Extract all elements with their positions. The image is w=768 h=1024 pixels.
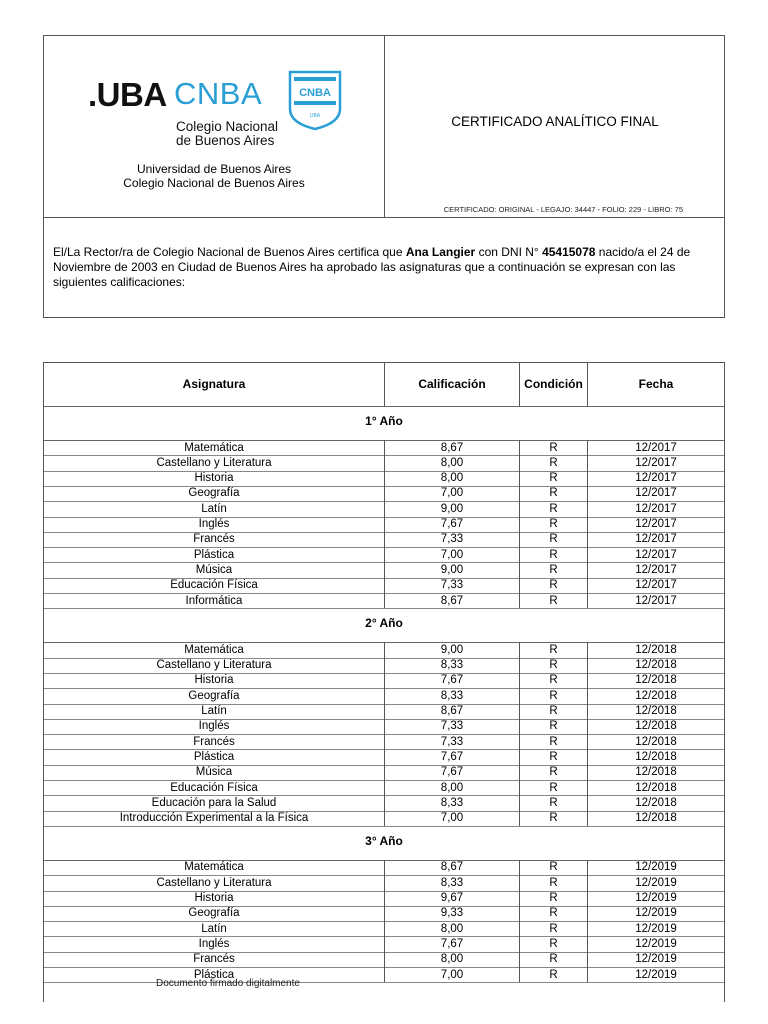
subject-cell: Geografía [188, 487, 240, 500]
condition-cell: R [549, 922, 558, 935]
condition-cell: R [549, 968, 558, 981]
column-divider [384, 440, 385, 608]
date-cell: 12/2018 [635, 766, 677, 779]
condition-cell: R [549, 796, 558, 809]
grade-cell: 7,67 [440, 766, 464, 779]
date-cell: 12/2017 [635, 594, 677, 607]
date-cell: 12/2019 [635, 937, 677, 950]
shield-label: CNBA [299, 87, 331, 99]
date-cell: 12/2017 [635, 456, 677, 469]
subject-cell: Historia [194, 674, 234, 687]
date-cell: 12/2018 [635, 659, 677, 672]
date-cell: 12/2018 [635, 720, 677, 733]
subject-cell: Plástica [193, 548, 235, 561]
logo-subtitle-line1: Colegio Nacional [176, 119, 279, 134]
grade-cell: 7,33 [440, 720, 464, 733]
condition-cell: R [549, 720, 558, 733]
row-separator [44, 826, 724, 827]
grade-cell: 8,67 [440, 594, 464, 607]
subject-cell: Música [195, 563, 233, 576]
subject-cell: Educación Física [170, 781, 258, 794]
grade-cell: 8,33 [440, 876, 464, 889]
subject-cell: Inglés [198, 937, 230, 950]
subject-cell: Francés [193, 953, 235, 966]
logo-cnba-text: CNBA [174, 76, 263, 111]
header-subject: Asignatura [182, 377, 246, 391]
grade-cell: 8,33 [440, 659, 464, 672]
condition-cell: R [549, 876, 558, 889]
grade-cell: 9,00 [440, 643, 464, 656]
subject-cell: Historia [194, 472, 234, 485]
grade-cell: 9,00 [440, 502, 464, 515]
subject-cell: Introducción Experimental a la Física [119, 812, 309, 825]
certificate-title: CERTIFICADO ANALÍTICO FINAL [451, 114, 659, 129]
shield-small-label: UBA [309, 113, 321, 119]
date-cell: 12/2018 [635, 705, 677, 717]
grade-cell: 8,33 [440, 689, 464, 702]
subject-cell: Castellano y Literatura [156, 876, 272, 889]
condition-cell: R [549, 594, 558, 607]
grade-cell: 7,33 [440, 735, 464, 748]
date-cell: 12/2017 [635, 441, 677, 454]
subject-cell: Francés [193, 735, 235, 748]
condition-cell: R [549, 766, 558, 779]
condition-cell: R [549, 861, 558, 874]
column-divider [519, 363, 520, 406]
certificate-header [43, 35, 725, 218]
date-cell: 12/2019 [635, 953, 677, 966]
year-heading: 2° Año [365, 616, 403, 631]
column-divider [587, 440, 588, 608]
subject-cell: Castellano y Literatura [156, 659, 272, 672]
condition-cell: R [549, 533, 558, 546]
subject-cell: Informática [185, 594, 243, 607]
date-cell: 12/2019 [635, 876, 677, 889]
condition-cell: R [549, 518, 558, 530]
subject-cell: Matemática [184, 643, 244, 656]
statement-suffix: nacido/a el 24 de Noviembre de 2003 en Ciudad de Buenos Aires ha aprobado las asignaturas que a continuación se expresan con las siguientes calificaciones: [53, 245, 691, 289]
grade-cell: 9,00 [440, 563, 464, 576]
condition-cell: R [549, 456, 558, 469]
dni-label: con DNI N° [475, 245, 543, 259]
subject-cell: Geografía [188, 907, 240, 920]
grade-cell: 7,67 [440, 518, 464, 530]
column-divider [519, 440, 520, 608]
date-cell: 12/2017 [635, 487, 677, 500]
grade-cell: 8,00 [440, 953, 464, 966]
column-divider [519, 642, 520, 826]
student-dni: 45415078 [542, 245, 596, 259]
subject-cell: Latín [201, 502, 227, 515]
subject-cell: Plástica [193, 750, 235, 763]
condition-cell: R [549, 705, 558, 717]
year-heading: 1° Año [365, 414, 403, 428]
grade-cell: 7,00 [440, 812, 464, 825]
grade-cell: 7,00 [440, 548, 464, 561]
subject-cell: Geografía [188, 689, 240, 702]
digital-signature-note: Documento firmado digitalmente [156, 978, 300, 989]
date-cell: 12/2018 [635, 781, 677, 794]
date-cell: 12/2017 [635, 563, 677, 576]
column-divider [384, 642, 385, 826]
logo-uba-text: .UBA [88, 76, 167, 113]
date-cell: 12/2018 [635, 689, 677, 702]
grade-cell: 8,67 [440, 861, 464, 874]
student-name: Ana Langier [405, 245, 476, 259]
subject-cell: Educación para la Salud [151, 796, 277, 809]
column-divider [384, 860, 385, 982]
condition-cell: R [549, 937, 558, 950]
date-cell: 12/2018 [635, 796, 677, 809]
condition-cell: R [549, 953, 558, 966]
grade-cell: 8,00 [440, 456, 464, 469]
grades-table [43, 362, 725, 1002]
date-cell: 12/2018 [635, 735, 677, 748]
condition-cell: R [549, 812, 558, 825]
year-heading: 3° Año [365, 833, 403, 848]
subject-cell: Francés [193, 533, 235, 546]
grade-cell: 8,00 [440, 472, 464, 485]
column-divider [587, 363, 588, 406]
condition-cell: R [549, 735, 558, 748]
condition-cell: R [549, 781, 558, 794]
grade-cell: 7,67 [440, 674, 464, 687]
date-cell: 12/2018 [635, 643, 677, 656]
subject-cell: Matemática [184, 441, 244, 454]
date-cell: 12/2019 [635, 892, 677, 904]
cnba-shield-icon [287, 69, 343, 131]
grade-cell: 7,67 [440, 750, 464, 763]
grade-cell: 7,33 [440, 533, 464, 546]
header-condition: Condición [524, 377, 583, 391]
condition-cell: R [549, 472, 558, 485]
condition-cell: R [549, 487, 558, 500]
subject-cell: Música [195, 766, 233, 779]
grade-cell: 7,00 [440, 487, 464, 500]
date-cell: 12/2018 [635, 750, 677, 763]
date-cell: 12/2017 [635, 579, 677, 592]
grade-cell: 7,67 [440, 937, 464, 950]
grade-cell: 9,67 [440, 892, 464, 904]
date-cell: 12/2019 [635, 968, 677, 981]
column-divider [587, 860, 588, 982]
college-name: Colegio Nacional de Buenos Aires [123, 176, 305, 190]
condition-cell: R [549, 441, 558, 454]
grade-cell: 8,33 [440, 796, 464, 809]
date-cell: 12/2018 [635, 812, 677, 825]
column-divider [587, 642, 588, 826]
condition-cell: R [549, 907, 558, 920]
grade-cell: 8,00 [440, 781, 464, 794]
subject-cell: Educación Física [170, 579, 258, 592]
condition-cell: R [549, 659, 558, 672]
date-cell: 12/2017 [635, 472, 677, 485]
header-separator [44, 406, 724, 407]
date-cell: 12/2017 [635, 548, 677, 561]
row-separator [44, 982, 724, 983]
condition-cell: R [549, 750, 558, 763]
subject-cell: Plástica [193, 968, 235, 981]
header-grade: Calificación [418, 377, 486, 391]
condition-cell: R [549, 689, 558, 702]
certification-statement [43, 217, 725, 318]
subject-cell: Inglés [198, 518, 230, 530]
date-cell: 12/2019 [635, 861, 677, 874]
condition-cell: R [549, 643, 558, 656]
subject-cell: Latín [201, 922, 227, 935]
column-divider [519, 860, 520, 982]
date-cell: 12/2017 [635, 502, 677, 515]
subject-cell: Matemática [184, 861, 244, 874]
university-name: Universidad de Buenos Aires [136, 162, 292, 176]
grade-cell: 8,67 [440, 705, 464, 717]
grade-cell: 8,00 [440, 922, 464, 935]
condition-cell: R [549, 674, 558, 687]
subject-cell: Historia [194, 892, 234, 904]
date-cell: 12/2019 [635, 907, 677, 920]
certificate-meta: CERTIFICADO: ORIGINAL - LEGAJO: 34447 - FOLIO: 229 - LIBRO: 75 [443, 205, 683, 214]
date-cell: 12/2018 [635, 674, 677, 687]
header-date: Fecha [638, 377, 674, 391]
logo-subtitle-line2: de Buenos Aires [176, 133, 275, 148]
date-cell: 12/2017 [635, 533, 677, 546]
condition-cell: R [549, 548, 558, 561]
condition-cell: R [549, 563, 558, 576]
subject-cell: Latín [201, 705, 227, 717]
condition-cell: R [549, 502, 558, 515]
row-separator [44, 608, 724, 609]
grade-cell: 9,33 [440, 907, 464, 920]
subject-cell: Inglés [198, 720, 230, 733]
grade-cell: 7,00 [440, 968, 464, 981]
condition-cell: R [549, 892, 558, 904]
date-cell: 12/2019 [635, 922, 677, 935]
grade-cell: 7,33 [440, 579, 464, 592]
date-cell: 12/2017 [635, 518, 677, 530]
grade-cell: 8,67 [440, 441, 464, 454]
statement-text [53, 245, 713, 290]
condition-cell: R [549, 579, 558, 592]
statement-prefix: El/La Rector/ra de Colegio Nacional de Buenos Aires certifica que [53, 245, 406, 259]
subject-cell: Castellano y Literatura [156, 456, 272, 469]
column-divider [384, 363, 385, 406]
